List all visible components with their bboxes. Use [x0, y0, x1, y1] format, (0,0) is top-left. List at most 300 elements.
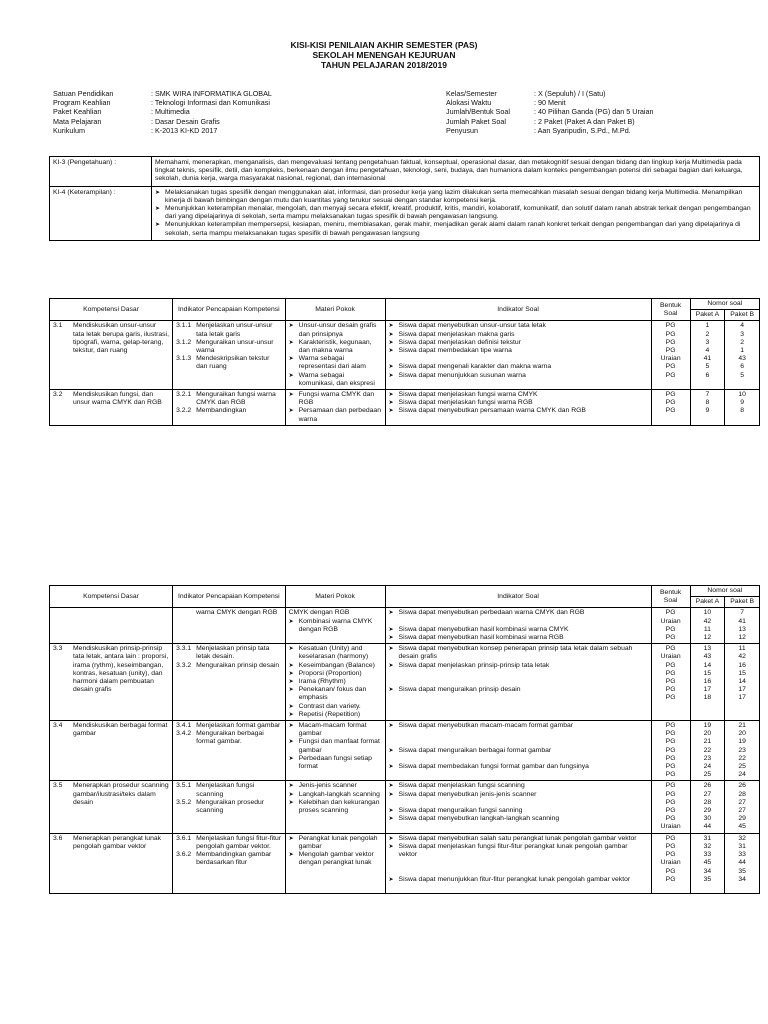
paket-b-value: 4 [740, 322, 745, 330]
paket-b-value: 8 [740, 407, 745, 415]
paket-b-cell [725, 390, 760, 426]
ipk-number: 3.3.1 [176, 645, 192, 653]
ipk-text: warna CMYK dengan RGB [196, 609, 278, 617]
bentuk-cell [651, 644, 690, 721]
paket-a-value: 24 [703, 763, 712, 771]
paket-a-value: 21 [703, 738, 712, 746]
ipk-cell [173, 608, 286, 644]
materi-item: ➤ Repetisi (Repetition) [289, 711, 382, 719]
paket-a-value: 34 [703, 867, 712, 875]
col-materi-pokok: Materi Pokok [285, 299, 385, 321]
bentuk-value: PG [665, 790, 676, 798]
ipk-number: 3.5.1 [176, 782, 192, 790]
paket-a-value-cell [694, 322, 722, 379]
col-nomor-soal: Nomor soal [690, 299, 759, 310]
info-key: Paket Keahlian [53, 107, 102, 117]
paket-b-cell [725, 781, 760, 833]
ipk-number: 3.2.1 [176, 391, 192, 399]
paket-a-cell [690, 833, 725, 893]
bentuk-value: PG [665, 875, 676, 883]
paket-b-value: 24 [738, 771, 746, 779]
bentuk-cell [651, 833, 690, 893]
paket-a-value: 8 [705, 399, 710, 407]
bentuk-value-cell [655, 609, 687, 642]
kd-text: Mendiskusikan prinsip-prinsip tata letak, antara lain : proporsi, irama (rythm), keseimbangan, kontras, kesatuan (unity), dan harmoni dalam pembuatan desain grafis [73, 645, 169, 694]
paket-a-value: 33 [703, 851, 712, 859]
indikator-list [389, 391, 648, 416]
bentuk-cell [651, 608, 690, 644]
info-right-row [446, 107, 746, 116]
indikator-blank [389, 678, 648, 686]
paket-b-value-cell [728, 609, 756, 642]
paket-a-value: 23 [703, 754, 712, 762]
indikator-item: ➤ Siswa dapat menyebutkan perbedaan warna CMYK dan RGB [389, 609, 648, 617]
materi-item: ➤ Langkah-langkah scanning [289, 791, 382, 799]
paket-a-value: 20 [703, 730, 712, 738]
table-row [50, 321, 760, 390]
col-kompetensi-dasar: Kompetensi Dasar [50, 586, 173, 608]
paket-a-value: 12 [703, 634, 712, 642]
bentuk-value: PG [665, 851, 676, 859]
paket-b-value: 41 [738, 617, 746, 625]
info-value: : 2 Paket (Paket A dan Paket B) [534, 116, 635, 126]
ipk-entry [176, 835, 282, 851]
paket-a-value: 30 [703, 815, 712, 823]
ipk-number: 3.1.2 [176, 338, 192, 346]
paket-a-value: 45 [703, 859, 712, 867]
materi-item: ➤ Penekanan/ fokus dan emphasis [289, 686, 382, 702]
materi-item: ➤ Keseimbangan (Balance) [289, 662, 382, 670]
materi-item: ➤ Karakteristik, kegunaan, dan makna warna [289, 339, 382, 355]
kisi-table-1 [49, 298, 760, 426]
table-row [50, 833, 760, 893]
paket-b-value-cell [728, 835, 756, 884]
indikator-item: ➤ Siswa dapat menyebutkan konsep penerapan prinsip tata letak dalam sebuah desain grafis [389, 645, 648, 661]
materi-item: ➤ Warna sebagai komunikasi, dan ekspresi [289, 372, 382, 388]
materi-item: ➤ Contrast dan variety. [289, 703, 382, 711]
paket-a-cell [690, 644, 725, 721]
paket-b-value: 31 [738, 842, 746, 850]
ki4-list [155, 189, 756, 238]
ipk-cell [173, 644, 286, 721]
ipk-entry [176, 609, 282, 617]
materi-item: ➤ Fungsi dan manfaat format gambar [289, 738, 382, 754]
materi-item: ➤ Kombinasi warna CMYK dengan RGB [289, 618, 382, 634]
indikator-cell [385, 833, 651, 893]
ipk-entry [176, 722, 282, 730]
kd-number: 3.2 [53, 391, 63, 399]
indikator-item: ➤ Siswa dapat membedakan tipe warna [389, 347, 648, 355]
materi-item: ➤ Macam-macam format gambar [289, 722, 382, 738]
bentuk-value: PG [665, 746, 676, 754]
indikator-cell [385, 390, 651, 426]
ipk-number: 3.6.1 [176, 834, 192, 842]
materi-cell [285, 390, 385, 426]
kd-text: Mendiskusikan unsur-unsur tata letak berupa garis, ilustrasi, tipografi, warna, gelap-terang, tekstur, dan ruang [73, 322, 169, 355]
ipk-text: Menjelaskan prinsip tata letak desain. [196, 645, 270, 661]
table-row [50, 608, 760, 644]
col-indikator-soal: Indikator Soal [385, 299, 651, 321]
bentuk-value-cell [655, 645, 687, 702]
bentuk-value: PG [665, 730, 676, 738]
paket-a-value: 1 [705, 322, 710, 330]
indikator-blank [389, 868, 648, 876]
indikator-blank [389, 799, 648, 807]
ipk-entry [176, 799, 282, 815]
kd-number: 3.6 [53, 834, 63, 842]
paket-b-value: 3 [740, 330, 745, 338]
paket-a-cell [690, 608, 725, 644]
ipk-cell [173, 321, 286, 390]
indikator-cell [385, 781, 651, 833]
materi-item: ➤ Persamaan dan perbedaan warna [289, 407, 382, 423]
materi-item: ➤ Perangkat lunak pengolah gambar [289, 835, 382, 851]
indikator-blank [389, 355, 648, 363]
ipk-entry [176, 322, 282, 338]
bentuk-value: PG [665, 661, 676, 669]
bentuk-value: PG [665, 678, 676, 686]
table-header-row [50, 299, 760, 310]
materi-list [289, 322, 382, 388]
indikator-list [389, 722, 648, 779]
paket-b-value: 28 [738, 790, 746, 798]
bentuk-cell [651, 321, 690, 390]
kd-text: Mendiskusikan berbagai format gambar [73, 722, 168, 738]
ipk-number: 3.2.2 [176, 407, 192, 415]
indikator-item: ➤ Siswa dapat menjelaskan fungsi warna RGB [389, 399, 648, 407]
paket-b-cell [725, 608, 760, 644]
table-row [50, 781, 760, 833]
bentuk-value: PG [665, 834, 676, 842]
bentuk-value-cell [655, 782, 687, 831]
ki3-text: Memahami, menerapkan, menganalisis, dan mengevaluasi tentang pengetahuan faktual, konseptual, operasional dasar, dan metakognitif sesuai dengan bidang dan lingkup kerja Multimedia pada tingkat teknis, spesifik, detil, dan kompleks, berkenaan dengan ilmu pengetahuan, teknologi, seni, budaya, dan humaniora dalam konteks pengembangan potensi diri sebagai bagian dari keluarga, sekolah, dunia kerja, warga masyarakat nasional, regional, dan internasional [152, 157, 760, 187]
ipk-text: Menguraikan berbagai format gambar. [196, 730, 264, 746]
ipk-text: Menjelaskan unsur-unsur tata letak garis [196, 322, 273, 338]
ipk-cell [173, 390, 286, 426]
ipk-text: Membandingkan gambar berdasarkan fitur [196, 851, 272, 867]
bentuk-value: PG [665, 815, 676, 823]
indikator-blank [389, 703, 648, 711]
bentuk-value: PG [665, 782, 676, 790]
paket-a-value: 6 [705, 371, 710, 379]
bentuk-value: Uraian [660, 653, 681, 661]
info-right-row [446, 117, 746, 126]
ipk-number: 3.1.3 [176, 355, 192, 363]
paket-a-value: 3 [705, 338, 710, 346]
info-key: Satuan Pendidikan [53, 89, 114, 98]
ipk-cell [173, 721, 286, 781]
materi-item: ➤ Unsur-unsur desain grafis dan prinsipnya [289, 322, 382, 338]
materi-item: ➤ Kesatuan (Unity) and keselarasan (harmony) [289, 645, 382, 661]
paket-b-value: 11 [738, 645, 746, 653]
paket-b-value: 25 [738, 763, 746, 771]
paket-b-value: 22 [738, 754, 746, 762]
info-key: Mata Pelajaran [53, 116, 102, 126]
col-indikator-pencapaian: Indikator Pencapaian Kompetensi [173, 299, 286, 321]
paket-a-value: 2 [705, 330, 710, 338]
info-value: : 40 Pilihan Ganda (PG) dan 5 Uraian [534, 107, 654, 117]
indikator-item: ➤ Siswa dapat menjelaskan makna garis [389, 331, 648, 339]
info-right [446, 89, 746, 135]
bentuk-value: PG [665, 686, 676, 694]
kd-entry [53, 391, 169, 407]
paket-a-value: 5 [705, 363, 710, 371]
bentuk-value: PG [665, 771, 676, 779]
materi-list [289, 782, 382, 815]
ipk-number: 3.4.2 [176, 730, 192, 738]
paket-a-value: 26 [703, 782, 712, 790]
kd-cell [50, 321, 173, 390]
ki4-row [50, 186, 760, 240]
indikator-item: ➤ Siswa dapat menjelaskan definisi tekstur [389, 339, 648, 347]
paket-a-value-cell [694, 835, 722, 884]
info-left-row [53, 89, 413, 98]
ipk-number: 3.3.2 [176, 661, 192, 669]
info-right-row [446, 89, 746, 98]
paket-a-value-cell [694, 722, 722, 779]
kd-entry [53, 645, 169, 694]
materi-list [289, 391, 382, 424]
materi-item: ➤ Jenis-jenis scanner [289, 782, 382, 790]
paket-a-value: 4 [705, 347, 710, 355]
bentuk-value: PG [665, 645, 676, 653]
kd-number: 3.4 [53, 722, 63, 730]
info-key: Alokasi Waktu [446, 98, 492, 108]
paket-a-value: 27 [703, 790, 712, 798]
ipk-entry [176, 645, 282, 661]
bentuk-value-cell [655, 391, 687, 416]
info-left-row [53, 126, 413, 135]
info-left [53, 89, 413, 135]
paket-a-value: 29 [703, 807, 712, 815]
col-nomor-soal: Nomor soal [690, 586, 759, 597]
paket-a-cell [690, 390, 725, 426]
ipk-number: 3.4.1 [176, 722, 192, 730]
bentuk-value: PG [665, 842, 676, 850]
paket-b-value: 27 [738, 807, 746, 815]
kd-text: Mendiskusikan fungsi, dan unsur warna CMYK dan RGB [73, 391, 162, 407]
materi-item: ➤ Perbedaan fungsi setiap format [289, 755, 382, 771]
paket-b-value: 19 [738, 738, 746, 746]
paket-a-value: 35 [703, 875, 712, 883]
col-paket-a: Paket A [690, 310, 725, 321]
indikator-item: ➤ Siswa dapat menunjukkan fitur-fitur perangkat lunak pengolah gambar vektor [389, 876, 648, 884]
info-key: Program Keahlian [53, 98, 111, 108]
info-right-row [446, 126, 746, 135]
paket-a-value-cell [694, 782, 722, 831]
paket-b-value: 45 [738, 823, 746, 831]
bentuk-cell [651, 721, 690, 781]
paket-b-value: 13 [738, 625, 746, 633]
paket-b-value: 17 [738, 694, 746, 702]
indikator-item: ➤ Siswa dapat menguraikan prinsip desain [389, 686, 648, 694]
table-header-row [50, 586, 760, 597]
paket-b-value-cell [728, 782, 756, 831]
ipk-entry [176, 662, 282, 670]
paket-b-value: 23 [738, 746, 746, 754]
ki3-label: KI-3 (Pengetahuan) : [50, 157, 152, 187]
doc-subtitle-year: TAHUN PELAJARAN 2018/2019 [321, 60, 447, 70]
info-value: : Multimedia [151, 107, 190, 117]
paket-a-value: 25 [703, 771, 712, 779]
info-key: Jumlah Paket Soal [446, 116, 506, 126]
paket-a-value: 14 [703, 661, 712, 669]
paket-a-value: 41 [703, 355, 712, 363]
ipk-text: Menjelaskan fungsi fitur-fitur pengolah gambar vektor. [196, 834, 282, 850]
indikator-blank [389, 859, 648, 867]
indikator-blank [389, 738, 648, 746]
indikator-item: ➤ Siswa dapat menyebutkan jenis-jenis scanner [389, 791, 648, 799]
kd-number: 3.3 [53, 645, 63, 653]
info-left-row [53, 117, 413, 126]
info-value: : Aan Syaripudin, S.Pd., M.Pd. [534, 125, 631, 135]
indikator-item: ➤ Siswa dapat menyebutkan hasil kombinasi warna CMYK [389, 626, 648, 634]
ipk-text: Mendeskripsikan tekstur dan ruang [196, 355, 270, 371]
bentuk-value-cell [655, 835, 687, 884]
bentuk-value: PG [665, 625, 676, 633]
paket-a-value: 9 [705, 407, 710, 415]
paket-b-cell [725, 644, 760, 721]
indikator-blank [389, 771, 648, 779]
indikator-blank [389, 694, 648, 702]
col-materi-pokok: Materi Pokok [285, 586, 385, 608]
indikator-item: ➤ Siswa dapat menyebutkan salah satu perangkat lunak pengolah gambar vektor [389, 835, 648, 843]
ki4-item: ➤ Melaksanakan tugas spesifik dengan menggunakan alat, informasi, dan prosedur kerja yang lazim dilakukan serta memecahkan masalah sesuai dengan bidang kerja Multimedia. Menampilkan kinerja di bawah bimbingan dengan mutu dan kuantitas yang terukur sesuai dengan standar kompetensi kerja. [155, 189, 756, 205]
materi-cell [285, 644, 385, 721]
ipk-cell [173, 781, 286, 833]
ipk-cell [173, 833, 286, 893]
indikator-item: ➤ Siswa dapat menyebutkan langkah-langkah scanning [389, 815, 648, 823]
bentuk-cell [651, 781, 690, 833]
paket-a-value: 44 [703, 823, 712, 831]
materi-cell [285, 321, 385, 390]
col-indikator-pencapaian: Indikator Pencapaian Kompetensi [173, 586, 286, 608]
indikator-list [389, 609, 648, 642]
bentuk-value: PG [665, 330, 676, 338]
info-left-row [53, 98, 413, 107]
kd-cell [50, 721, 173, 781]
ipk-entry [176, 355, 282, 371]
paket-b-value: 5 [740, 371, 745, 379]
bentuk-cell [651, 390, 690, 426]
paket-a-value-cell [694, 609, 722, 642]
bentuk-value: PG [665, 609, 676, 617]
doc-subtitle-school: SEKOLAH MENENGAH KEJURUAN [312, 50, 456, 60]
col-paket-b: Paket B [725, 310, 760, 321]
paket-b-value-cell [728, 722, 756, 779]
indikator-item: ➤ Siswa dapat menjelaskan fungsi scanning [389, 782, 648, 790]
indikator-blank [389, 670, 648, 678]
indikator-item: ➤ Siswa dapat menyebutkan hasil kombinasi warna RGB [389, 634, 648, 642]
materi-list [289, 835, 382, 868]
paket-b-value: 16 [738, 661, 746, 669]
table-row [50, 721, 760, 781]
kd-entry [53, 835, 169, 851]
col-paket-b: Paket B [725, 597, 760, 608]
ipk-number: 3.1.1 [176, 322, 192, 330]
bentuk-value: PG [665, 347, 676, 355]
materi-cell [285, 781, 385, 833]
ipk-entry [176, 407, 282, 415]
paket-b-value: 42 [738, 653, 746, 661]
materi-cell [285, 721, 385, 781]
kd-number: 3.5 [53, 782, 63, 790]
info-value: : Teknologi Informasi dan Komunikasi [151, 98, 270, 108]
paket-b-value: 6 [740, 363, 745, 371]
paket-b-value: 32 [738, 834, 746, 842]
paket-b-value: 27 [738, 798, 746, 806]
paket-a-value: 10 [703, 609, 712, 617]
info-right-row [446, 98, 746, 107]
paket-b-value: 15 [738, 669, 746, 677]
info-key: Penyusun [446, 125, 478, 135]
info-value: : X (Sepuluh) / I (Satu) [534, 89, 606, 98]
ipk-text: Menjelaskan fungsi scanning [196, 782, 255, 798]
indikator-list [389, 835, 648, 892]
materi-item: ➤ Kelebihan dan kekurangan proses scanning [289, 799, 382, 815]
bentuk-value: PG [665, 391, 676, 399]
paket-b-value: 33 [738, 851, 746, 859]
paket-b-cell [725, 321, 760, 390]
kd-text: Menerapkan prosedur scanning gambar/ilustrasi/teks dalam desain [73, 782, 169, 806]
kd-cell [50, 390, 173, 426]
paket-a-cell [690, 721, 725, 781]
ipk-text: Menguraikan prinsip desain [196, 661, 280, 669]
materi-cell [285, 833, 385, 893]
materi-list [289, 618, 382, 634]
bentuk-value: PG [665, 867, 676, 875]
paket-b-value: 9 [740, 399, 745, 407]
info-key: Kelas/Semester [446, 89, 497, 98]
paket-a-value: 42 [703, 617, 712, 625]
bentuk-value: PG [665, 338, 676, 346]
materi-text: CMYK dengan RGB [288, 609, 350, 617]
ipk-number: 3.5.2 [176, 798, 192, 806]
paket-b-value: 43 [738, 355, 746, 363]
indikator-blank [389, 755, 648, 763]
bentuk-value: PG [665, 634, 676, 642]
bentuk-value: Uraian [660, 859, 681, 867]
paket-b-value: 14 [738, 678, 746, 686]
paket-b-value-cell [728, 645, 756, 702]
ipk-entry [176, 730, 282, 746]
ipk-text: Menguraikan fungsi warna CMYK dan RGB [196, 391, 276, 407]
ipk-entry [176, 391, 282, 407]
bentuk-value: PG [665, 754, 676, 762]
bentuk-value: Uraian [660, 355, 681, 363]
info-value: : 90 Menit [534, 98, 566, 108]
info-left-row [53, 107, 413, 116]
ipk-text: Menguraikan unsur-unsur warna [196, 338, 274, 355]
paket-a-value: 7 [705, 391, 710, 399]
bentuk-value: PG [665, 399, 676, 407]
indikator-blank [389, 618, 648, 626]
materi-cell [285, 608, 385, 644]
col-kompetensi-dasar: Kompetensi Dasar [50, 299, 173, 321]
info-key: Kurikulum [53, 125, 85, 135]
kd-cell [50, 608, 173, 644]
kd-cell [50, 644, 173, 721]
paket-b-value: 10 [738, 391, 746, 399]
materi-list [289, 722, 382, 771]
paket-a-value: 43 [703, 653, 712, 661]
bentuk-value: PG [665, 669, 676, 677]
materi-item: ➤ Fungsi warna CMYK dan RGB [289, 391, 382, 407]
info-value: : SMK WIRA INFORMATIKA GLOBAL [151, 89, 272, 98]
indikator-item: ➤ Siswa dapat menguraikan fungsi sanning [389, 807, 648, 815]
doc-title: KISI-KISI PENILAIAN AKHIR SEMESTER (PAS) [290, 40, 478, 50]
kd-cell [50, 781, 173, 833]
